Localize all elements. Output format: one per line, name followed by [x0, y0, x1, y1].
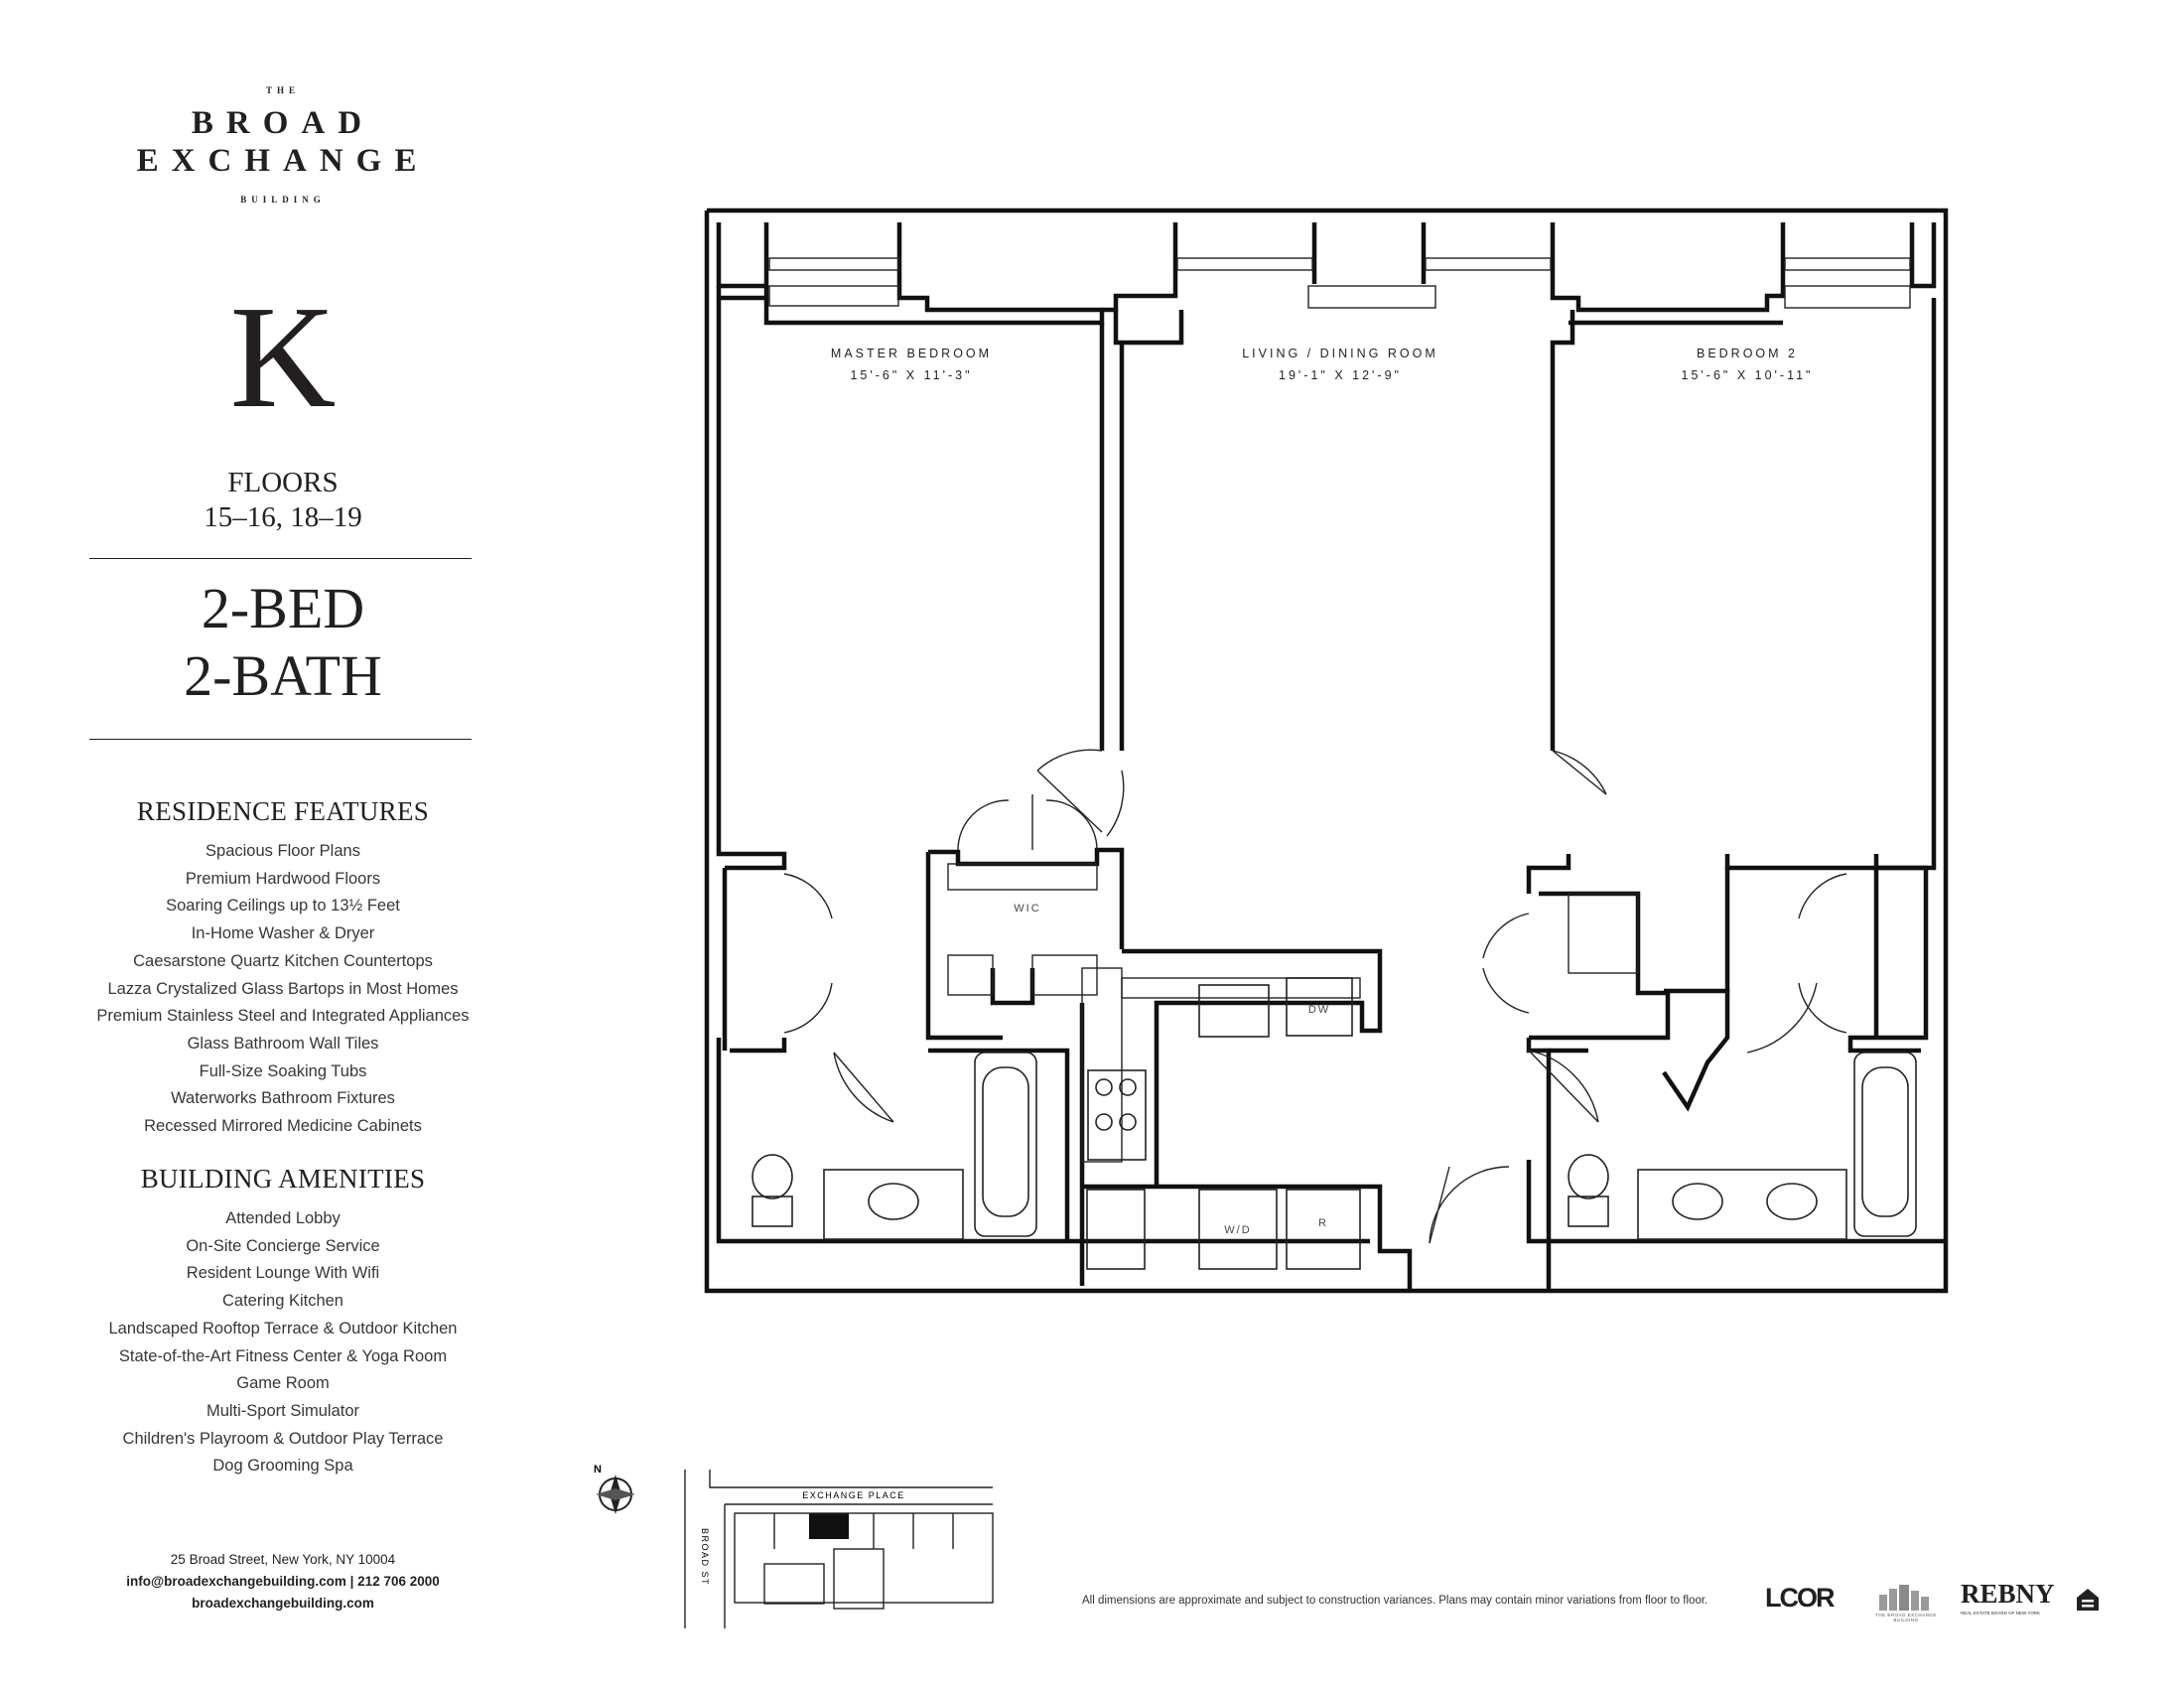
- living-kitchen-walls: [1082, 310, 1549, 1291]
- feature-item: Spacious Floor Plans: [205, 842, 360, 860]
- r-label: R: [1318, 1217, 1328, 1229]
- master-bedroom-walls: [719, 286, 1370, 1241]
- bedroom-2-dims: 15'-6" X 10'-11": [1681, 368, 1814, 382]
- toilet-master: [752, 1155, 792, 1198]
- feature-item: Caesarstone Quartz Kitchen Countertops: [133, 951, 433, 970]
- floors-value: 15–16, 18–19: [204, 501, 362, 533]
- lcor-logo: LCOR: [1765, 1583, 1834, 1613]
- feature-item: Waterworks Bathroom Fixtures: [171, 1089, 395, 1108]
- master-bedroom-dims: 15'-6" X 11'-3": [850, 368, 973, 382]
- amenity-item: Children's Playroom & Outdoor Play Terrace: [122, 1429, 444, 1448]
- master-bedroom-label: MASTER BEDROOM: [830, 347, 993, 360]
- bedroom-2-label: BEDROOM 2: [1696, 347, 1799, 360]
- contact-address: 25 Broad Street, New York, NY 10004: [170, 1552, 396, 1567]
- pantry: [1087, 1190, 1145, 1269]
- logo-broad: BROAD: [191, 105, 375, 141]
- contact-email-phone[interactable]: info@broadexchangebuilding.com | 212 706 2000: [126, 1574, 440, 1589]
- logo-building: BUILDING: [240, 195, 326, 205]
- feature-item: Recessed Mirrored Medicine Cabinets: [144, 1117, 422, 1136]
- feature-item: Glass Bathroom Wall Tiles: [187, 1034, 379, 1053]
- feature-item: In-Home Washer & Dryer: [191, 924, 375, 943]
- amenity-item: Game Room: [236, 1374, 330, 1393]
- feature-item: Soaring Ceilings up to 13½ Feet: [166, 897, 400, 915]
- feature-item: Premium Stainless Steel and Integrated Appliances: [96, 1007, 470, 1026]
- compass-icon: [596, 1475, 635, 1514]
- toilet-bedroom2: [1569, 1155, 1608, 1198]
- logo-exchange: EXCHANGE: [136, 143, 430, 179]
- feature-item: Lazza Crystalized Glass Bartops in Most Homes: [107, 979, 459, 998]
- keyplan-unit-highlight: [809, 1513, 849, 1539]
- amenity-item: On-Site Concierge Service: [186, 1236, 380, 1255]
- amenity-item: Dog Grooming Spa: [212, 1457, 353, 1476]
- building-amenities-title: BUILDING AMENITIES: [140, 1164, 426, 1194]
- refrigerator: [1287, 1190, 1360, 1269]
- floors-label: FLOORS: [227, 467, 339, 498]
- unit-letter: K: [229, 276, 337, 439]
- unit-baths: 2-BATH: [184, 643, 382, 708]
- building-logo-caption: THE BROAD EXCHANGE BUILDING: [1875, 1613, 1937, 1622]
- unit-beds: 2-BED: [201, 576, 365, 640]
- keyplan-street-left: BROAD ST: [700, 1527, 710, 1587]
- rebny-logo: REBNY: [1961, 1579, 2055, 1609]
- living-dining-dims: 19'-1" X 12'-9": [1279, 368, 1402, 382]
- amenity-item: State-of-the-Art Fitness Center & Yoga Room: [118, 1346, 448, 1365]
- vanity-bedroom2: [1638, 1170, 1846, 1239]
- amenity-item: Landscaped Rooftop Terrace & Outdoor Kitchen: [108, 1319, 458, 1337]
- key-plan: [594, 1464, 993, 1628]
- compass-north-label: N: [594, 1464, 602, 1476]
- rebny-caption: REAL ESTATE BOARD OF NEW YORK: [1961, 1611, 2041, 1616]
- disclaimer: All dimensions are approximate and subject to construction variances. Plans may contain minor variations from floor to floor.: [1082, 1595, 1708, 1607]
- wd-label: W/D: [1224, 1224, 1252, 1236]
- feature-item: Full-Size Soaking Tubs: [199, 1061, 367, 1080]
- amenity-item: Resident Lounge With Wifi: [186, 1264, 380, 1283]
- amenity-item: Multi-Sport Simulator: [205, 1401, 360, 1420]
- feature-item: Premium Hardwood Floors: [185, 869, 381, 888]
- contact-website[interactable]: broadexchangebuilding.com: [192, 1596, 374, 1611]
- keyplan-street-top: EXCHANGE PLACE: [802, 1490, 905, 1500]
- building-logo: [1871, 1581, 1941, 1620]
- living-dining-label: LIVING / DINING ROOM: [1242, 347, 1438, 360]
- dw-label: DW: [1307, 1004, 1331, 1016]
- equal-housing-icon: [2075, 1587, 2101, 1613]
- vanity-master: [824, 1170, 963, 1239]
- logo-the: THE: [265, 85, 300, 95]
- wic-label: WIC: [1014, 903, 1041, 914]
- amenity-item: Catering Kitchen: [222, 1292, 343, 1311]
- amenity-item: Attended Lobby: [225, 1209, 341, 1227]
- residence-features-title: RESIDENCE FEATURES: [136, 796, 430, 826]
- kitchen-sink: [1199, 985, 1269, 1037]
